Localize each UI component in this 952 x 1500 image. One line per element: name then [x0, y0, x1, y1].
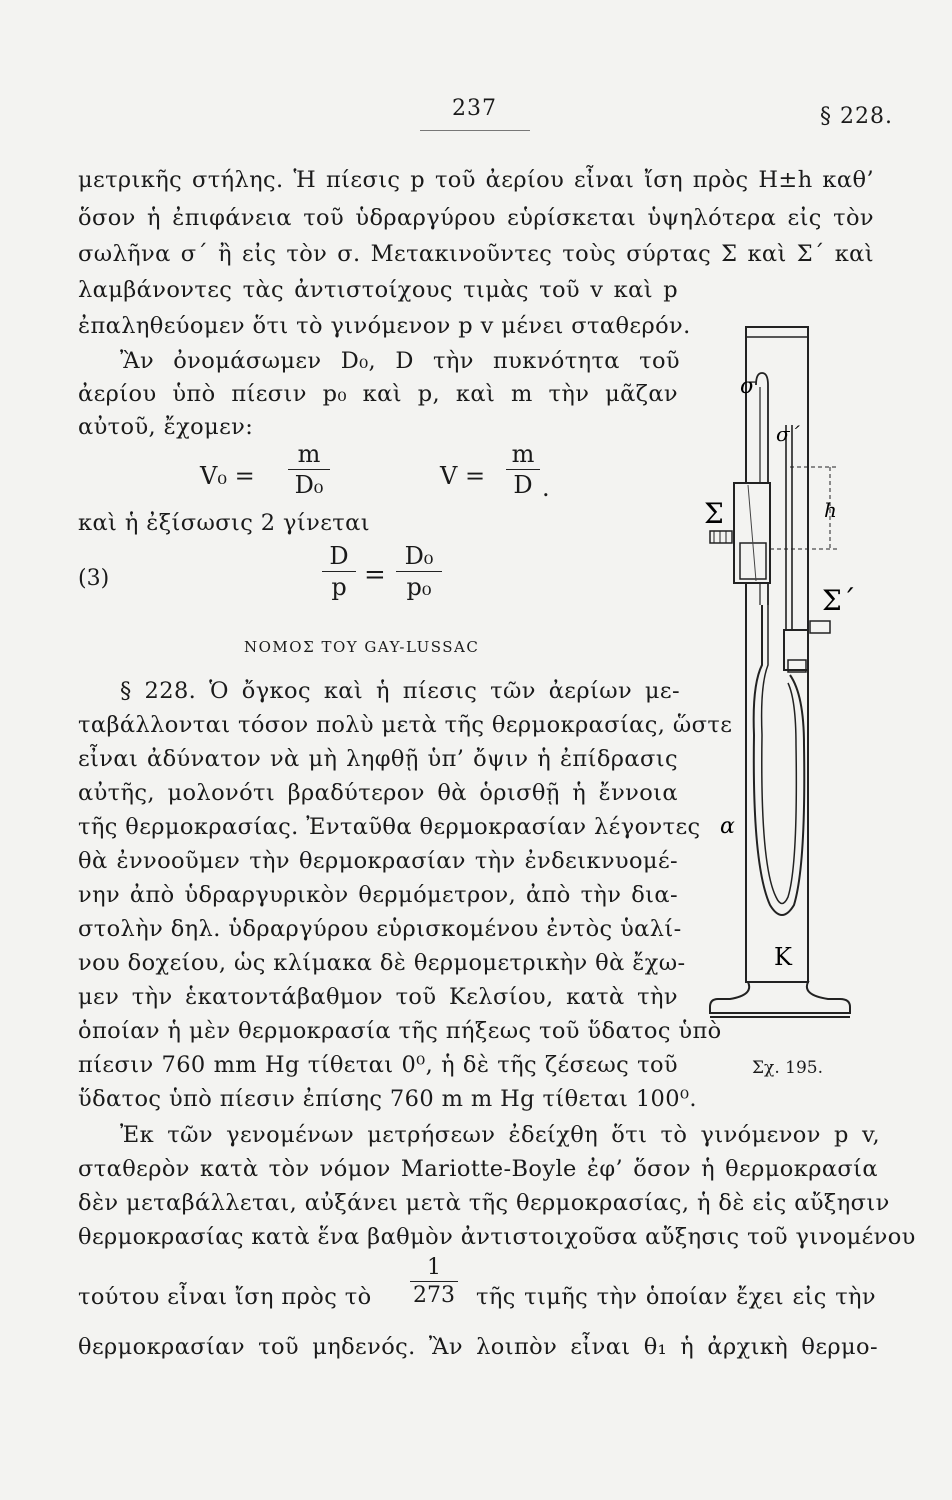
- para3-line-4: αὐτῆς, μολονότι βραδύτερον θὰ ὁρισθῇ ἡ ἔννοια: [78, 780, 678, 806]
- para4-line-4: θερμοκρασίας κατὰ ἕνα βαθμὸν ἀντιστοιχοῦσα αὔξησις τοῦ γινομένου: [78, 1224, 916, 1250]
- label-sigma: σ: [740, 374, 756, 399]
- para2-line-2: ἀερίου ὑπὸ πίεσιν p₀ καὶ p, καὶ m τὴν μᾶζαν: [78, 381, 678, 407]
- screw-left: [710, 531, 732, 543]
- frac-den: 273: [413, 1283, 455, 1308]
- para2-line-3: αὐτοῦ, ἔχομεν:: [78, 414, 254, 440]
- fraction-bar: [322, 571, 356, 572]
- eq3-left-fraction: [322, 542, 356, 601]
- para3-line-7: νην ἀπὸ ὑδραργυρικὸν θερμόμετρον, ἀπὸ τὴν δια-: [78, 882, 678, 908]
- para3-line-11: ὁποίαν ἡ μὲν θερμοκρασία τῆς πήξεως τοῦ ὕδατος ὑπὸ: [78, 1018, 722, 1044]
- para3-line-10: μεν τὴν ἑκατοντάβαθμον τοῦ Κελσίου, κατὰ τὴν: [78, 984, 678, 1010]
- page-number: 237: [452, 96, 497, 121]
- para3-line-12: πίεσιν 760 mm Hg τίθεται 0⁰, ἡ δὲ τῆς ζέσεως τοῦ: [78, 1052, 678, 1078]
- para3-line-5: τῆς θερμοκρασίας. Ἐνταῦθα θερμοκρασίαν λέγοντες: [78, 814, 701, 840]
- one-over-273-fraction: [410, 1255, 458, 1308]
- label-alpha: α: [720, 814, 735, 839]
- screw-right: [810, 621, 830, 633]
- eq3-right-num: D₀: [404, 542, 434, 570]
- eq-v-den: D: [513, 471, 533, 499]
- eq3-intro: καὶ ἡ ἐξίσωσις 2 γίνεται: [78, 510, 370, 536]
- para3-line-1: § 228. Ὁ ὄγκος καὶ ἡ πίεσις τῶν ἀερίων με-: [120, 678, 680, 704]
- eq-v-period: .: [542, 474, 550, 502]
- fraction-bar: [288, 469, 330, 470]
- eq3-right-fraction: [396, 542, 442, 601]
- eq3-right-den: p₀: [406, 573, 432, 601]
- manometer-apparatus-figure: [690, 305, 890, 1045]
- para4-line-2: σταθερὸν κατὰ τὸν νόμον Mariotte-Boyle ἐφ’ ὅσον ἡ θερμοκρασία: [78, 1156, 878, 1182]
- eq-v0-fraction: [288, 440, 330, 499]
- label-sigma-prime: σ´: [776, 422, 800, 446]
- para1-line-5: ἐπαληθεύομεν ὅτι τὸ γινόμενον p v μένει σταθερόν.: [78, 313, 691, 339]
- stand-base: [710, 982, 850, 1013]
- label-K: K: [774, 943, 792, 971]
- eq-v-num: m: [511, 440, 535, 468]
- frac-num: 1: [427, 1255, 441, 1280]
- fraction-bar: [506, 469, 540, 470]
- header-rule: [420, 130, 530, 131]
- tube-sigma-prime: [786, 425, 792, 635]
- eq3-label: (3): [78, 566, 110, 591]
- para1-line-2: ὅσον ἡ ἐπιφάνεια τοῦ ὑδραργύρου εὑρίσκεται ὑψηλότερα εἰς τὸν: [78, 205, 874, 231]
- law-title: ΝΟΜΟΣ ΤΟΥ GAY-LUSSAC: [244, 638, 480, 656]
- fraction-bar: [410, 1281, 458, 1282]
- eq-v0-den: D₀: [294, 471, 324, 499]
- para3-line-2: ταβάλλονται τόσον πολὺ μετὰ τῆς θερμοκρασίας, ὥστε: [78, 712, 733, 738]
- frac-line-after: τῆς τιμῆς τὴν ὁποίαν ἔχει εἰς τὴν: [476, 1284, 876, 1310]
- para1-line-1: μετρικῆς στήλης. Ἡ πίεσις p τοῦ ἀερίου εἶναι ἴση πρὸς Η±h καθ’: [78, 167, 874, 193]
- label-h: h: [824, 498, 837, 522]
- para1-line-4: λαμβάνοντες τὰς ἀντιστοίχους τιμὰς τοῦ v καὶ p: [78, 277, 678, 303]
- eq-v-lhs: V =: [440, 462, 486, 490]
- eq-v0-num: m: [297, 440, 321, 468]
- eq3-left-den: p: [331, 573, 347, 601]
- para3-line-9: νου δοχείου, ὡς κλίμακα δὲ θερμομετρικὴν θὰ ἔχω-: [78, 950, 686, 976]
- para2-line-1: Ἂν ὀνομάσωμεν D₀, D τὴν πυκνότητα τοῦ: [120, 348, 680, 374]
- para1-line-3: σωλῆνα σ´ ἢ εἰς τὸν σ. Μετακινοῦντες τοὺς σύρτας Σ καὶ Σ´ καὶ: [78, 241, 874, 267]
- section-ref: § 228.: [820, 104, 893, 129]
- label-Sigma: Σ: [704, 497, 724, 530]
- figure-caption: Σχ. 195.: [752, 1058, 823, 1078]
- para4-line-3: δὲν μεταβάλλεται, αὐξάνει μετὰ τῆς θερμοκρασίας, ἡ δὲ εἰς αὔξησιν: [78, 1190, 890, 1216]
- eq3-equals: =: [364, 560, 386, 590]
- para3-line-8: στολὴν δηλ. ὑδραργύρου εὑρισκομένου ἐντὸς ὑαλί-: [78, 916, 682, 942]
- fraction-bar: [396, 571, 442, 572]
- para3-line-13: ὕδατος ὑπὸ πίεσιν ἐπίσης 760 m m Hg τίθεται 100⁰.: [78, 1086, 697, 1112]
- para4-line-1: Ἐκ τῶν γενομένων μετρήσεων ἐδείχθη ὅτι τὸ γινόμενον p v,: [120, 1122, 880, 1148]
- label-Sigma-prime: Σ´: [822, 584, 856, 617]
- eq-v-fraction: [506, 440, 540, 499]
- eq3-left-num: D: [329, 542, 349, 570]
- para3-line-6: θὰ ἐννοοῦμεν τὴν θερμοκρασίαν τὴν ἐνδεικνυομέ-: [78, 848, 678, 874]
- last-line: θερμοκρασίαν τοῦ μηδενός. Ἂν λοιπὸν εἶναι θ₁ ἡ ἀρχικὴ θερμο-: [78, 1334, 878, 1360]
- eq-v0-lhs: V₀ =: [200, 462, 255, 490]
- frac-line-before: τούτου εἶναι ἴση πρὸς τὸ: [78, 1284, 372, 1310]
- para3-line-3: εἶναι ἀδύνατον νὰ μὴ ληφθῇ ὑπ’ ὄψιν ἡ ἐπίδρασις: [78, 746, 678, 772]
